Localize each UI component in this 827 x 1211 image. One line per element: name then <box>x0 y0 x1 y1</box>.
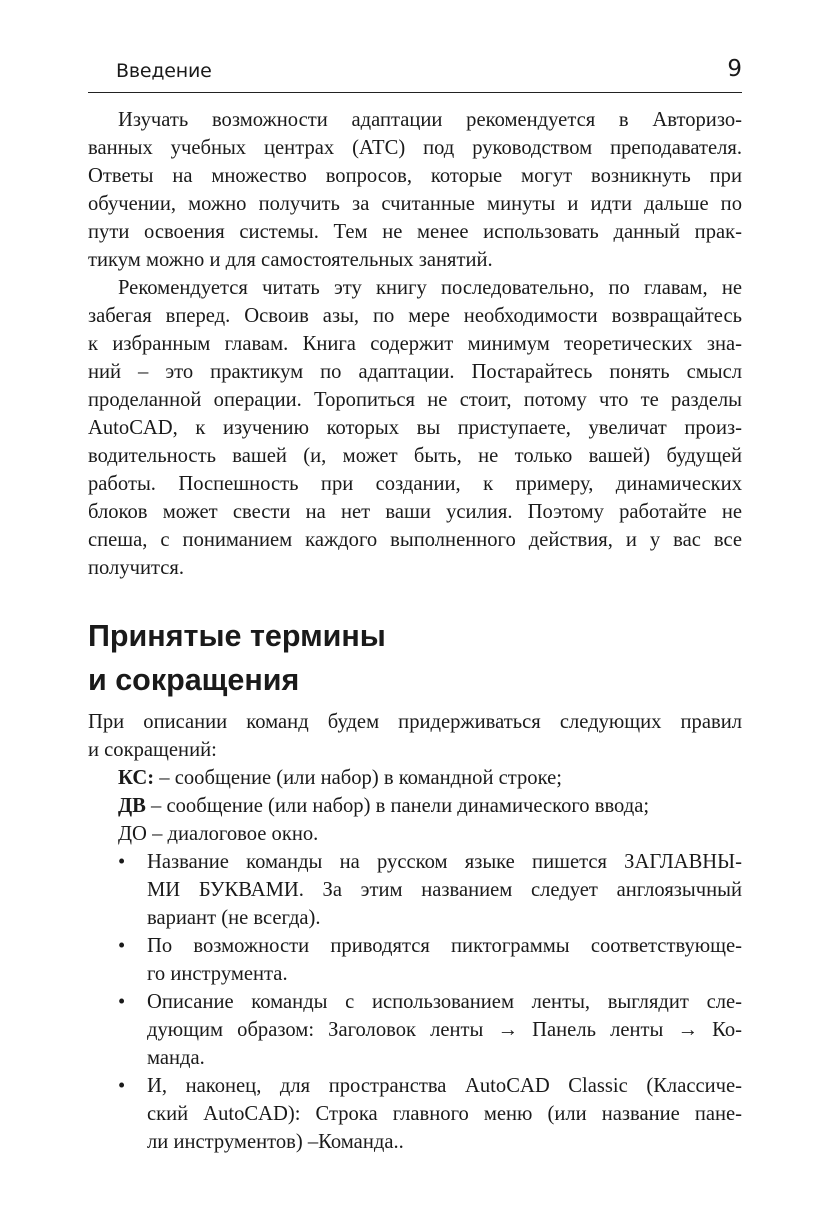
text-line: Описание команды с использованием ленты, выглядит сле- <box>147 991 742 1013</box>
text-line: Ответы на множество вопросов, которые могут возникнуть при <box>88 165 742 187</box>
section-heading-line: и сокращения <box>88 663 300 697</box>
text-line: работы. Поспешность при создании, к примеру, динамических <box>88 473 742 495</box>
text-line: спеша, с пониманием каждого выполненного действия, и у вас все <box>88 529 742 551</box>
text-line: ский AutoCAD): Строка главного меню (или название пане- <box>147 1103 742 1125</box>
text-line: По возможности приводятся пиктограммы соответствующе- <box>147 935 742 957</box>
text-line: и сокращений: <box>88 739 217 761</box>
text-line: блоков может свести на нет ваши усилия. Поэтому работайте не <box>88 501 742 523</box>
text-line: ванных учебных центрах (АТС) под руководством преподавателя. <box>88 137 742 159</box>
text-line: При описании команд будем придерживаться следующих правил <box>88 711 742 733</box>
text-line: ний – это практикум по адаптации. Постарайтесь понять смысл <box>88 361 742 383</box>
text-line: к избранным главам. Книга содержит минимум теоретических зна- <box>88 333 742 355</box>
intro-paragraph-2 <box>88 274 742 582</box>
definition-dv <box>118 792 742 820</box>
definition-text: – сообщение (или набор) в панели динамического ввода; <box>145 795 650 817</box>
bullet-icon: • <box>118 991 126 1013</box>
definition-ks <box>118 764 742 792</box>
text-line: проделанной операции. Торопиться не стоит, потому что те разделы <box>88 389 742 411</box>
definition-text: ДО – диалоговое окно. <box>118 823 319 845</box>
list-item <box>118 1072 742 1156</box>
text-line: получится. <box>88 557 185 579</box>
section-heading <box>88 614 742 702</box>
bullet-icon: • <box>118 1075 126 1097</box>
text-line: обучении, можно получить за считанные минуты и идти дальше по <box>88 193 742 215</box>
text-line: И, наконец, для пространства AutoCAD Classic (Классиче- <box>147 1075 742 1097</box>
text-line: тикум можно и для самостоятельных занятий. <box>88 249 493 271</box>
running-header <box>88 56 742 93</box>
list-item <box>118 848 742 932</box>
bullet-list <box>118 848 742 1156</box>
text-line: забегая вперед. Освоив азы, по мере необходимости возвращайтесь <box>88 305 742 327</box>
page-number: 9 <box>727 56 742 82</box>
text-line: дующим образом: Заголовок ленты → Панель ленты → Ко- <box>147 1019 742 1041</box>
bullet-icon: • <box>118 851 126 873</box>
definition-term: КС: <box>118 767 155 789</box>
bullet-icon: • <box>118 935 126 957</box>
text-line: вариант (не всегда). <box>147 907 321 929</box>
text-line: Изучать возможности адаптации рекомендуется в Авторизо- <box>118 109 742 131</box>
section-heading-line: Принятые термины <box>88 619 386 653</box>
text-line: манда. <box>147 1047 205 1069</box>
text-line: МИ БУКВАМИ. За этим названием следует англоязычный <box>147 879 742 901</box>
definition-do <box>118 820 742 848</box>
text-line: Рекомендуется читать эту книгу последовательно, по главам, не <box>118 277 742 299</box>
running-title: Введение <box>116 60 212 82</box>
text-line: ли инструментов) –Команда.. <box>147 1131 404 1153</box>
text-line: Название команды на русском языке пишется ЗАГЛАВНЫ- <box>147 851 742 873</box>
section-lead <box>88 708 742 764</box>
text-line: го инструмента. <box>147 963 288 985</box>
text-line: пути освоения системы. Тем не менее использовать данный прак- <box>88 221 742 243</box>
definitions-list <box>118 764 742 848</box>
definition-term: ДВ <box>118 795 146 817</box>
list-item <box>118 988 742 1072</box>
text-line: водительность вашей (и, может быть, не только вашей) будущей <box>88 445 742 467</box>
intro-paragraph-1 <box>88 106 742 274</box>
list-item <box>118 932 742 988</box>
text-line: AutoCAD, к изучению которых вы приступаете, увеличат произ- <box>88 417 742 439</box>
definition-text: – сообщение (или набор) в командной строке; <box>154 767 562 789</box>
